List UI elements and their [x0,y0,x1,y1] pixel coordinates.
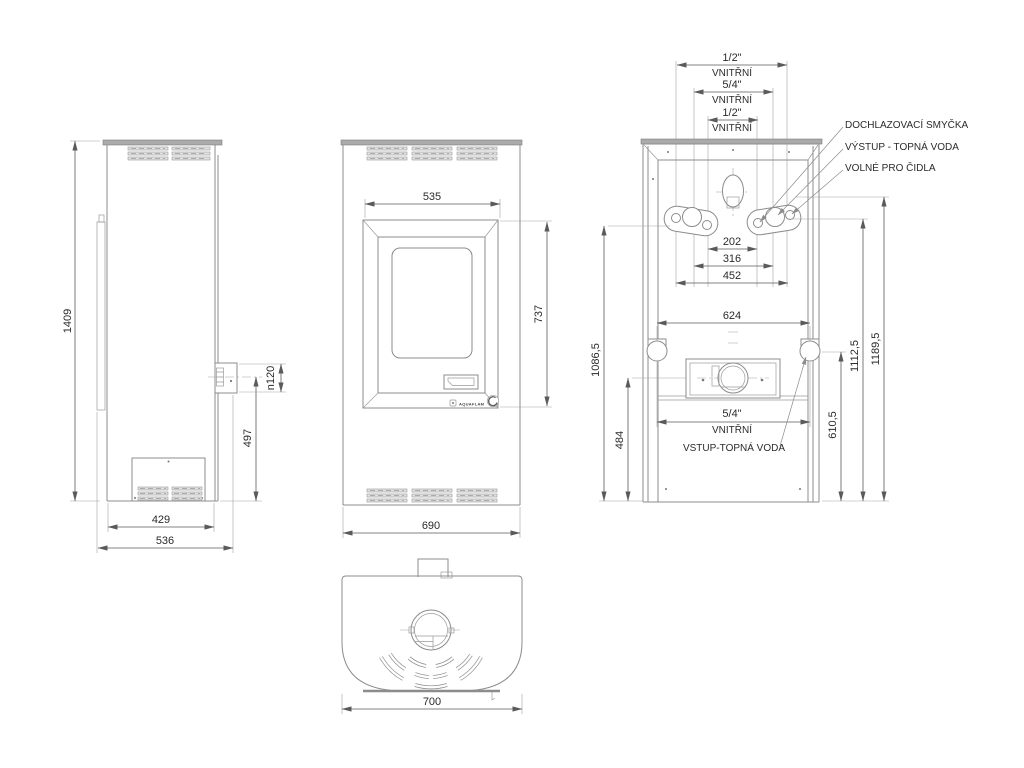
dim-label-1112: 1112,5 [849,339,861,373]
dim-label-panel-width: 429 [151,514,171,526]
front-dim-door-width [365,191,500,218]
dim-label-610: 610,5 [827,411,839,439]
dim-label-624: 624 [722,310,742,322]
side-bottom-panel [132,458,205,501]
front-dim-width [343,507,520,538]
side-top-plate [103,140,222,145]
side-dim-height [62,141,100,501]
rear-dim-484 [614,378,686,501]
rear-dim-316 [694,253,773,266]
rear-dim-output-span [694,79,773,106]
dim-label-rear-height: 497 [242,428,254,448]
label-output: VÝSTUP - TOPNÁ VODA [845,142,959,153]
top-flue-collar [418,559,452,578]
front-top-vents [367,147,497,160]
front-top-plate [341,140,522,145]
thread-label: VNITŘNÍ [712,68,752,79]
dim-label-1086: 1086,5 [590,343,602,377]
top-view [342,559,522,714]
rear-center-marks [728,332,738,343]
brand-logo [450,400,485,407]
rear-view [590,52,968,502]
left-output-port [683,208,702,227]
side-top-vents [128,147,210,160]
rear-dim-202 [708,236,757,249]
door-glass [392,248,472,358]
dim-label-output-span: 5/4" [722,79,742,91]
right-cooling-loop-hole [754,219,763,228]
dim-label-loop-span: 1/2" [722,107,742,119]
top-flue-opening [400,610,462,650]
dim-label-inlet-span: 5/4" [722,408,742,420]
top-dim-width [342,694,522,714]
side-dim-depth [97,395,233,553]
dim-label-1189: 1189,5 [870,332,882,366]
thread-label: VNITŘNÍ [712,95,752,106]
dim-label-depth: 536 [155,535,175,547]
side-view [62,140,286,553]
rear-left-port-plate [662,204,719,237]
side-dim-panel-width [108,503,214,532]
top-arc-vents [381,654,481,687]
rear-side-ports [647,339,820,361]
rear-flue-oval [716,168,750,216]
side-door-hinge [99,215,104,222]
right-output-port [766,208,785,227]
side-flue-connector [208,363,262,393]
left-sensor-hole [672,214,681,223]
rear-top-plate [641,139,822,144]
front-view [341,140,552,538]
air-control-knob [487,395,498,406]
rear-dim-1112 [788,219,868,501]
side-body-outline [107,145,218,501]
front-dim-door-height [500,221,552,407]
top-latch [492,692,495,700]
right-sensor-hole [786,211,795,220]
left-cooling-loop-hole [703,221,712,230]
thread-label: VNITŘNÍ [712,425,752,436]
dim-label-top-width: 700 [422,696,442,708]
front-door [363,220,499,408]
label-cooling-loop: DOCHLAZOVACÍ SMYČKA [845,120,969,131]
dim-label-door-height: 737 [533,304,545,324]
rear-dim-624 [657,310,810,341]
label-inlet: VSTUP-TOPNÁ VODA [682,443,786,454]
dim-label-202: 202 [722,236,742,248]
side-door-edge [97,222,105,410]
dim-label-484: 484 [614,430,626,450]
side-dim-flue-diameter [239,364,286,392]
brand-logo-text: AQUAFLAM [459,401,485,407]
dim-label-door-width: 535 [422,191,442,203]
dim-label-sensor-span: 1/2" [722,52,742,64]
front-bottom-vents [367,489,497,502]
label-sensors: VOLNÉ PRO ČIDLA [845,163,936,174]
rear-dim-loop-span [708,107,758,134]
dim-label-height: 1409 [62,308,74,334]
rear-dim-452 [676,270,788,283]
dim-label-316: 316 [722,253,742,265]
rear-right-port-plate [745,203,802,236]
rear-pump-box [658,359,808,400]
side-dim-rear-height [220,377,262,501]
dim-label-width: 690 [421,520,441,532]
rear-bevels [644,145,818,160]
rear-dim-610 [822,352,889,501]
dim-label-452: 452 [722,270,742,282]
rear-dim-sensor-span [677,52,787,79]
door-handle [444,375,478,389]
thread-label: VNITŘNÍ [712,123,752,134]
door-inner-frame [378,237,485,393]
dim-label-flue-diameter: n120 [265,365,277,391]
